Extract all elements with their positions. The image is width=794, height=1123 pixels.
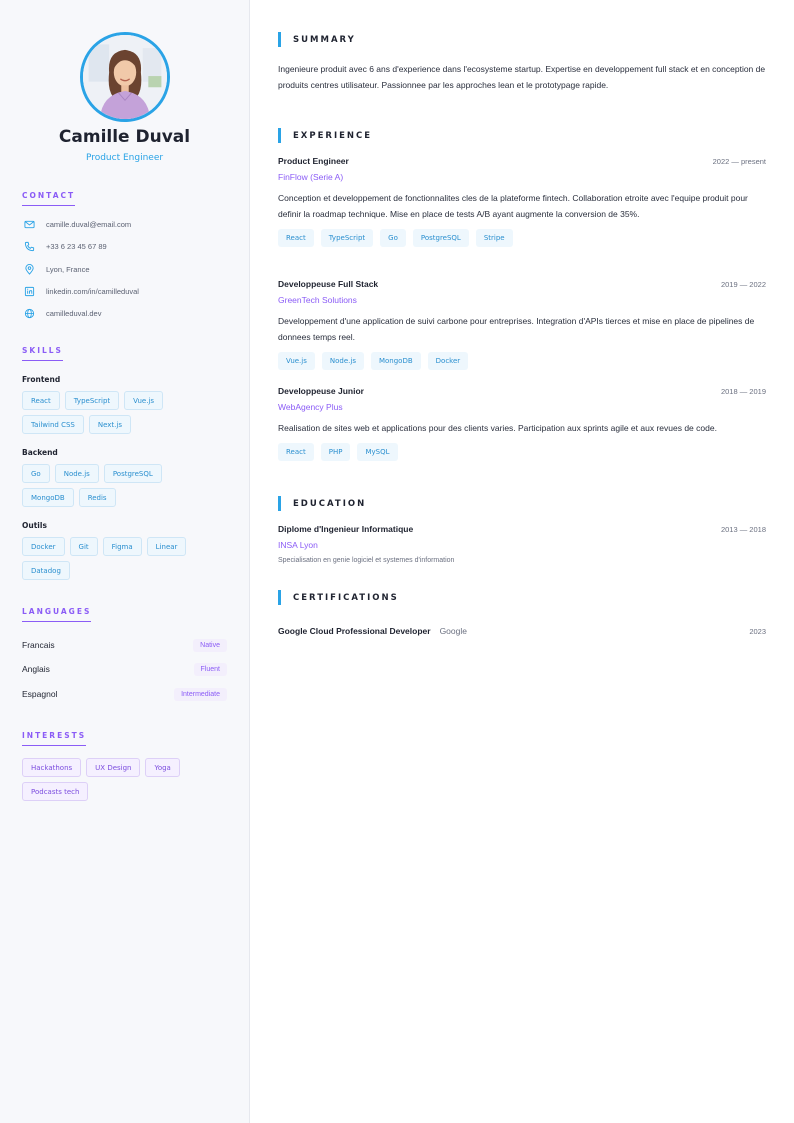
skill-group-frontend: Frontend (22, 375, 61, 384)
tech-tag: Stripe (476, 229, 513, 247)
language-name: Francais (22, 640, 55, 650)
contact-heading: CONTACT (22, 191, 75, 206)
mail-icon (22, 217, 36, 231)
school-name: INSA Lyon (278, 540, 318, 550)
interest-chips-2 (22, 782, 88, 801)
tech-tag: MongoDB (371, 352, 421, 370)
interest-chips (22, 758, 180, 777)
skill-chip: Linear (147, 537, 187, 556)
interests-heading: INTERESTS (22, 731, 86, 746)
phone-icon (22, 239, 36, 253)
experience-item (278, 156, 766, 247)
skill-chip: Figma (103, 537, 142, 556)
education-item (278, 524, 766, 564)
language-row (22, 686, 227, 702)
contact-location-text: Lyon, France (46, 264, 90, 274)
job-dates: 2019 — 2022 (720, 280, 766, 289)
tech-tag: React (278, 443, 314, 461)
experience-heading: EXPERIENCE (278, 128, 372, 143)
skill-chip: Git (70, 537, 98, 556)
education-dates: 2013 — 2018 (720, 525, 766, 534)
job-company: GreenTech Solutions (278, 295, 357, 305)
interest-chip: Podcasts tech (22, 782, 88, 801)
tech-tag: React (278, 229, 314, 247)
tech-tag: MySQL (357, 443, 397, 461)
skill-chip: Node.js (55, 464, 99, 483)
job-tags (278, 352, 766, 370)
language-level-badge: Intermediate (174, 688, 227, 701)
skill-chip: TypeScript (65, 391, 119, 410)
sidebar (0, 0, 250, 1123)
skill-chips-tools-2 (22, 561, 70, 580)
tech-tag: Node.js (322, 352, 364, 370)
contact-linkedin[interactable] (22, 284, 139, 298)
contact-linkedin-text: linkedin.com/in/camilleduval (46, 286, 139, 296)
skill-chip: MongoDB (22, 488, 74, 507)
tech-tag: TypeScript (321, 229, 373, 247)
job-title: Product Engineer (278, 156, 349, 166)
globe-icon (22, 306, 36, 320)
skills-heading: SKILLS (22, 346, 63, 361)
experience-item (278, 386, 766, 461)
tech-tag: Go (380, 229, 406, 247)
skill-chip: Tailwind CSS (22, 415, 84, 434)
skill-chip: Redis (79, 488, 116, 507)
skill-chip: React (22, 391, 60, 410)
skill-chip: Datadog (22, 561, 70, 580)
contact-email-text: camille.duval@email.com (46, 219, 132, 229)
skill-chip: Go (22, 464, 50, 483)
education-heading: EDUCATION (278, 496, 366, 511)
tech-tag: Docker (428, 352, 469, 370)
summary-heading: SUMMARY (278, 32, 356, 47)
experience-item (278, 279, 766, 370)
language-row (22, 637, 227, 653)
skill-chip: PostgreSQL (104, 464, 162, 483)
tech-tag: Vue.js (278, 352, 315, 370)
linkedin-icon (22, 284, 36, 298)
job-dates: 2022 — present (712, 157, 766, 166)
degree-title: Diplome d'Ingenieur Informatique (278, 524, 414, 534)
job-title: Developpeuse Full Stack (278, 279, 379, 289)
contact-email[interactable] (22, 217, 131, 231)
skill-chips-backend-2 (22, 488, 116, 507)
certification-item (278, 624, 766, 638)
language-row (22, 661, 227, 677)
job-description: Developpement d'une application de suivi carbone pour entreprises. Integration d'APIs tierces et mise en place de pipelines de donnees temps reel. (278, 316, 755, 342)
portrait-image (83, 35, 167, 119)
skill-chips-frontend (22, 391, 163, 410)
job-dates: 2018 — 2019 (720, 387, 766, 396)
certifications-heading: CERTIFICATIONS (278, 590, 399, 605)
skill-chips-frontend-2 (22, 415, 131, 434)
job-tags (278, 229, 766, 247)
job-description: Realisation de sites web et applications pour des clients varies. Participation aux sprints agile et aux revues de code. (278, 423, 717, 433)
tech-tag: PHP (321, 443, 351, 461)
skill-group-backend: Backend (22, 448, 58, 457)
profile-photo (80, 32, 170, 122)
education-note: Specialisation en genie logiciel et systemes d'information (278, 557, 455, 564)
profile-name: Camille Duval (58, 127, 191, 147)
job-company: FinFlow (Serie A) (278, 172, 344, 182)
skill-chip: Docker (22, 537, 65, 556)
job-tags (278, 443, 766, 461)
certification-year: 2023 (749, 626, 766, 636)
contact-phone-text: +33 6 23 45 67 89 (46, 241, 107, 251)
tech-tag: PostgreSQL (413, 229, 469, 247)
languages-heading: LANGUAGES (22, 607, 91, 622)
job-description: Conception et developpement de fonctionnalites cles de la plateforme fintech. Collaboration etroite avec l'equipe produit pour definir la roadmap technique. Mise en place de tests A/B ayant augmente la conversion de 35%. (278, 193, 748, 219)
language-level-badge: Native (193, 639, 227, 652)
profile-role: Product Engineer (85, 153, 164, 163)
certification-name: Google Cloud Professional Developer (278, 626, 431, 636)
interest-chip: UX Design (86, 758, 140, 777)
job-title: Developpeuse Junior (278, 386, 364, 396)
contact-website[interactable] (22, 306, 101, 320)
skill-group-tools: Outils (22, 521, 47, 530)
contact-website-text: camilleduval.dev (46, 308, 102, 318)
job-company: WebAgency Plus (278, 402, 343, 412)
location-icon (22, 262, 36, 276)
contact-location (22, 262, 90, 276)
language-level-badge: Fluent (194, 663, 227, 676)
skill-chips-tools (22, 537, 186, 556)
interest-chip: Yoga (145, 758, 179, 777)
certification-issuer: Google (439, 626, 467, 636)
language-name: Espagnol (22, 689, 58, 699)
skill-chip: Vue.js (124, 391, 163, 410)
interest-chip: Hackathons (22, 758, 81, 777)
contact-phone[interactable] (22, 239, 107, 253)
skill-chip: Next.js (89, 415, 131, 434)
summary-text: Ingenieure produit avec 6 ans d'experience dans l'ecosysteme startup. Expertise en developpement full stack et en conception de produits centres utilisateur. Passionnee par les approches lean et le prototypage rapide. (278, 64, 766, 90)
skill-chips-backend (22, 464, 162, 483)
language-name: Anglais (22, 664, 50, 674)
